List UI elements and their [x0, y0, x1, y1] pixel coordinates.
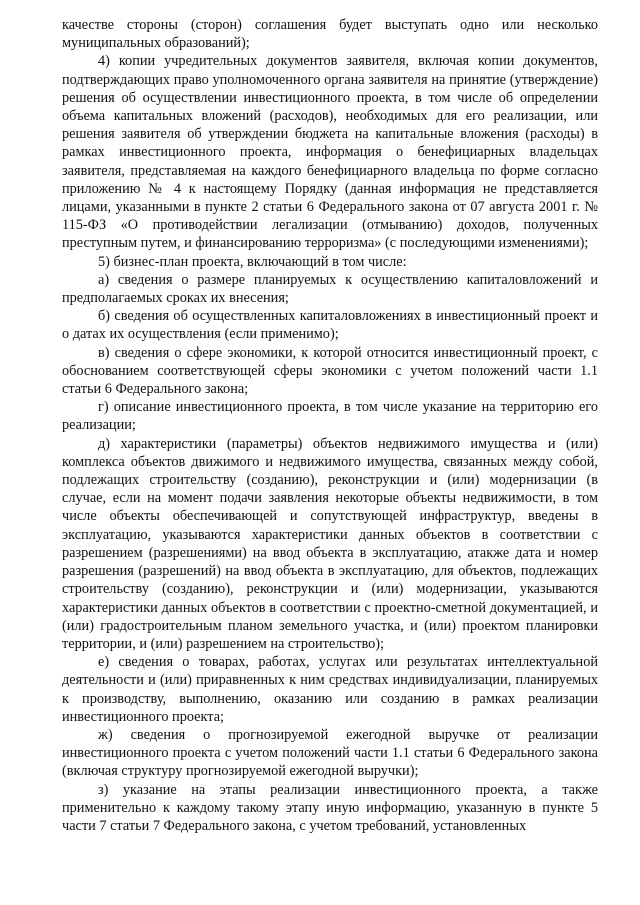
paragraph-subitem-v: в) сведения о сфере экономики, к которой относится инвестиционный проект, с обоснованием соответствующей сферы экономики с учетом положений части 1.1 статьи 6 Федерального закона;: [62, 344, 598, 398]
paragraph-subitem-d: д) характеристики (параметры) объектов недвижимого имущества и (или) комплекса объектов движимого и недвижимого имущества, связанных между собой, подлежащих строительству (созданию), реконструкции и (или) модернизации (в случае, если на момент подачи заявления некоторые объекты недвижимости, в том числе объекты обеспечивающей и сопутствующей инфраструктур, введены в эксплуатацию, указываются характеристики данных объектов в соответствии с разрешением (разрешениями) на ввод объекта в эксплуатацию, атакже дата и номер разрешения (разрешений) на ввод объекта в эксплуатацию, для объектов, подлежащих строительству (созданию), реконструкции и (или) модернизации, указываются характеристики данных объектов в соответствии с проектно-сметной документацией, и (или) градостроительным планом земельного участка, и (или) проектом планировки территории, и (или) разрешением на строительство);: [62, 435, 598, 652]
paragraph-continuation: качестве стороны (сторон) соглашения будет выступать одно или несколько муниципальных образований);: [62, 17, 598, 52]
paragraph-subitem-g: г) описание инвестиционного проекта, в том числе указание на территорию его реализации;: [62, 399, 598, 434]
paragraph-subitem-b: б) сведения об осуществленных капиталовложениях в инвестиционный проект и о датах их осуществления (если применимо);: [62, 308, 598, 343]
paragraph-subitem-zh: ж) сведения о прогнозируемой ежегодной выручке от реализации инвестиционного проекта с учетом положений части 1.1 статьи 6 Федерального закона (включая структуру прогнозируемой ежегодной выручки);: [62, 726, 598, 780]
paragraph-item-4: 4) копии учредительных документов заявителя, включая копии документов, подтверждающих право уполномоченного органа заявителя на принятие (утверждение) решения об осуществлении инвестиционного проекта, в том числе об определении объема капитальных вложений (расходов), необходимых для его реализации, или решения заявителя об утверждении бюджета на капитальные вложения (расходы) в рамках инвестиционного проекта, информация о бенефициарных владельцах заявителя, представляемая на каждого бенефициарного владельца по форме согласно приложению № 4 к настоящему Порядку (данная информация не представляется лицами, указанными в пункте 2 статьи 6 Федерального закона от 07 августа 2001 г. № 115-ФЗ «О противодействии легализации (отмыванию) доходов, полученных преступным путем, и финансированию терроризма» (с последующими изменениями);: [62, 53, 598, 252]
paragraph-item-5: 5) бизнес-план проекта, включающий в том числе:: [98, 253, 407, 270]
paragraph-subitem-z: з) указание на этапы реализации инвестиционного проекта, а также применительно к каждому такому этапу иную информацию, указанную в пункте 5 части 7 статьи 7 Федерального закона, с учетом требований, установленных: [62, 781, 598, 834]
paragraph-subitem-e: е) сведения о товарах, работах, услугах или результатах интеллектуальной деятельности и (или) приравненных к ним средствах индивидуализации, планируемых к производству, выполнению, оказанию или созданию в рамках реализации инвестиционного проекта;: [62, 654, 598, 725]
paragraph-subitem-a: а) сведения о размере планируемых к осуществлению капиталовложений и предполагаемых сроках их внесения;: [62, 271, 598, 307]
